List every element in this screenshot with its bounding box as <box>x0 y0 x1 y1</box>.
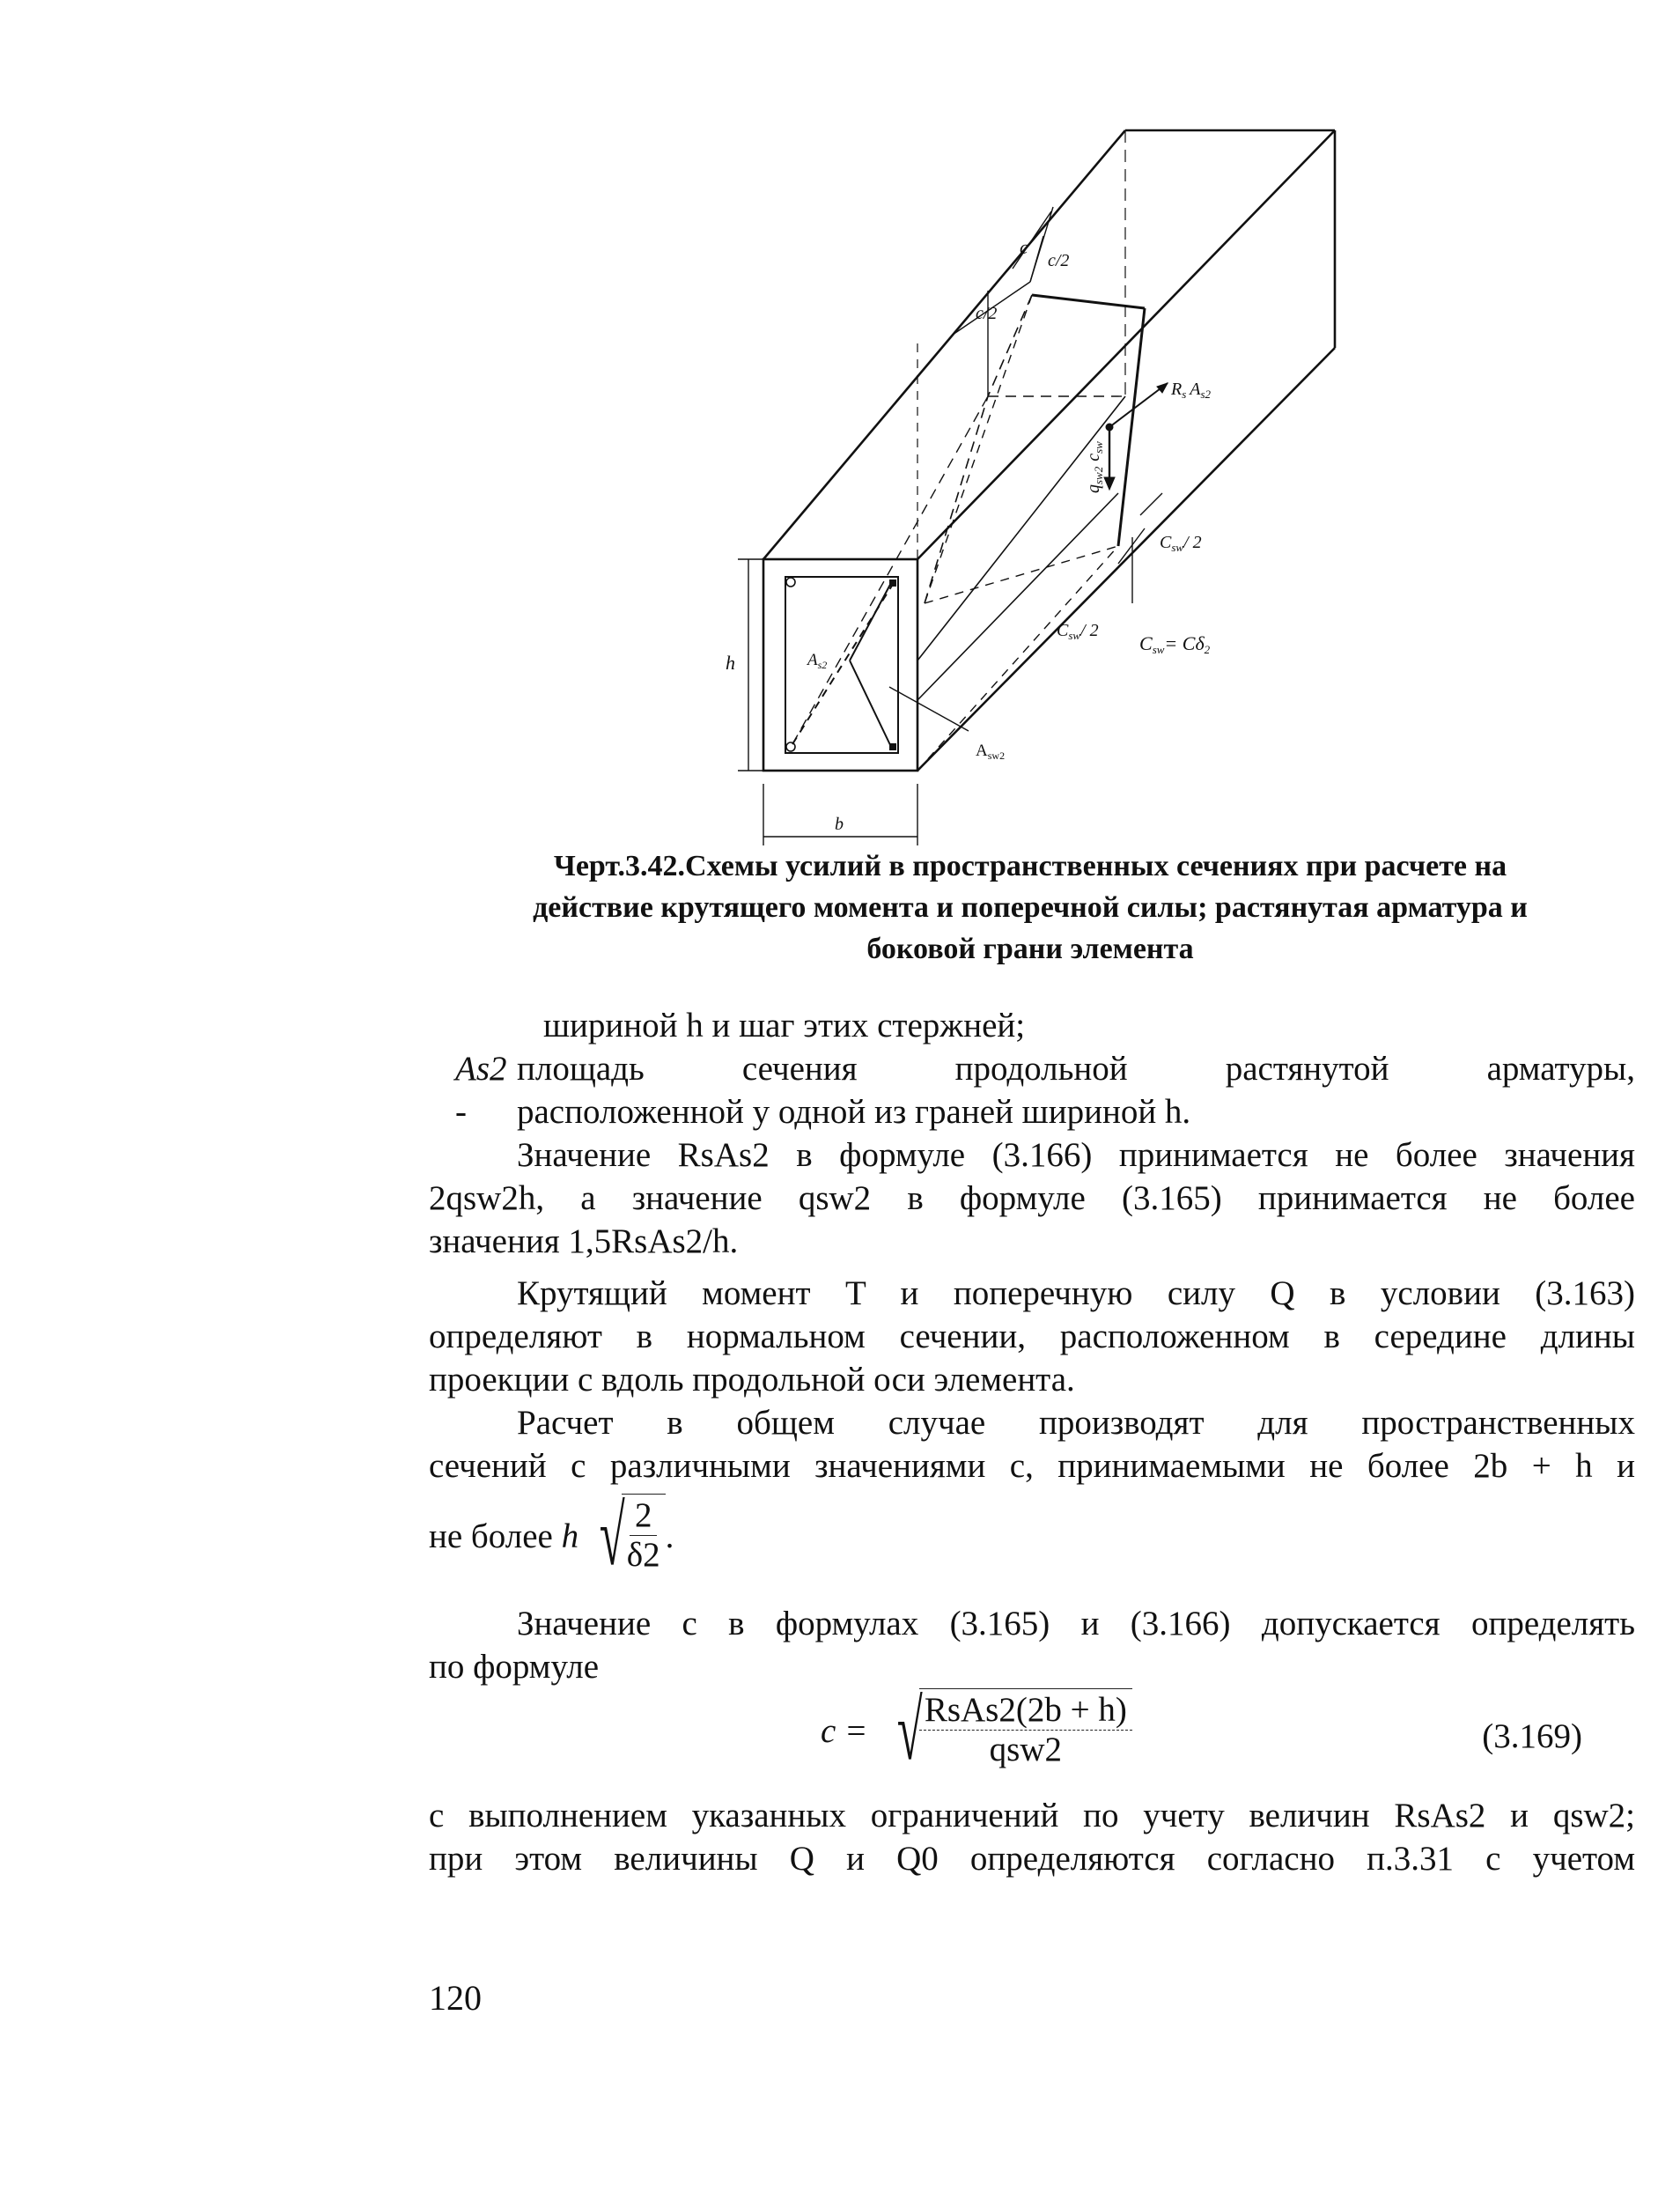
p2-line-3: проекции c вдоль продольной оси элемента. <box>429 1361 1075 1399</box>
front-face <box>763 559 917 771</box>
beam-outline <box>763 130 1335 771</box>
figure-caption <box>423 845 1638 970</box>
definition-as2: As2 - площадь сечения продольной растянутой арматуры, расположенной у одной из граней шириной h. <box>429 1047 1635 1133</box>
reinforcement-diagram <box>678 114 1259 872</box>
equation-number: (3.169) <box>1482 1717 1582 1755</box>
label-rs-as2: $R_s$ $A_{s2}$ <box>1171 380 1212 401</box>
caption-line-2: действие крутящего момента и поперечной силы; растянутая арматура и <box>533 891 1528 924</box>
def-line-2: расположенной у одной из граней шириной h. <box>517 1093 1191 1131</box>
figure-labels <box>726 236 1212 834</box>
label-csw-half-right: $C_{sw}/$ 2 <box>1160 533 1202 554</box>
page-number: 120 <box>429 1978 482 2018</box>
beam-scheme-svg <box>678 114 1259 872</box>
caption-line-3: боковой грани элемента <box>866 933 1194 965</box>
label-csw-half-left: $C_{sw}/$ 2 <box>1057 621 1099 642</box>
p3-line-1: Расчет в общем случае производят для пространственных <box>517 1404 1635 1442</box>
p2-line-1: Крутящий момент T и поперечную силу Q в условии (3.163) <box>517 1274 1635 1312</box>
p2-line-2: определяют в нормальном сечении, расположенном в середине длины <box>429 1318 1635 1355</box>
def-line-1: площадь сечения продольной растянутой арматуры, <box>517 1050 1635 1088</box>
body-text <box>429 1004 1635 1880</box>
label-as2-inner: $A_{s2}$ <box>807 651 828 671</box>
p4-line-2: по формуле <box>429 1648 600 1686</box>
p4-line-1: Значение c в формулах (3.165) и (3.166) допускается определять <box>517 1605 1635 1642</box>
p1-line-3: значения 1,5RsAs2/h. <box>429 1222 739 1260</box>
label-c-half-top: c/2 <box>1048 251 1070 270</box>
eq-denominator: qsw2 <box>989 1731 1062 1768</box>
p1-line-2: 2qsw2h, а значение qsw2 в формуле (3.165) принимается не более <box>429 1179 1635 1217</box>
frac-numerator: 2 <box>630 1496 658 1536</box>
text-line-1: шириной h и шаг этих стержней; <box>543 1007 1026 1045</box>
p1-line-1: Значение RsAs2 в формуле (3.166) принимается не более значения <box>517 1136 1635 1174</box>
def-symbol: As2 <box>455 1050 507 1088</box>
equation-3-169: c = √ $\frac{\text{RsAs2(2b + h)}}{\text{qsw2}}$ (3.169) <box>821 1683 1582 1777</box>
sqrt-expression: √ $\frac{2}{\delta 2}$ <box>578 1494 666 1578</box>
eq-lhs: c = <box>821 1711 868 1750</box>
label-b: b <box>835 815 844 834</box>
p3-line-2: сечений с различными значениями c, принимаемыми не более 2b + h и <box>429 1447 1635 1485</box>
frac-denominator: δ2 <box>626 1536 660 1574</box>
label-c-half-left: c/2 <box>976 304 998 323</box>
label-h: h <box>726 652 735 674</box>
caption-line-1: Черт.3.42.Схемы усилий в пространственных сечениях при расчете на <box>553 850 1507 882</box>
p5-line-1: с выполнением указанных ограничений по учету величин RsAs2 и qsw2; <box>429 1797 1635 1834</box>
label-c: c <box>1020 236 1028 258</box>
label-asw2: $A_{sw2}$ <box>976 742 1006 762</box>
p3-line-3: не более h √ $\frac{2}{\delta 2}$ . <box>429 1488 674 1583</box>
p5-line-2: при этом величины Q и Q0 определяются согласно п.3.31 с учетом <box>429 1840 1635 1878</box>
label-qsw2-csw: $q_{sw2}c_{sw}$ <box>1084 441 1105 493</box>
eq-numerator: RsAs2(2b + h) <box>919 1691 1132 1731</box>
label-csw-eq: Csw= Cδ2 <box>1139 632 1211 656</box>
